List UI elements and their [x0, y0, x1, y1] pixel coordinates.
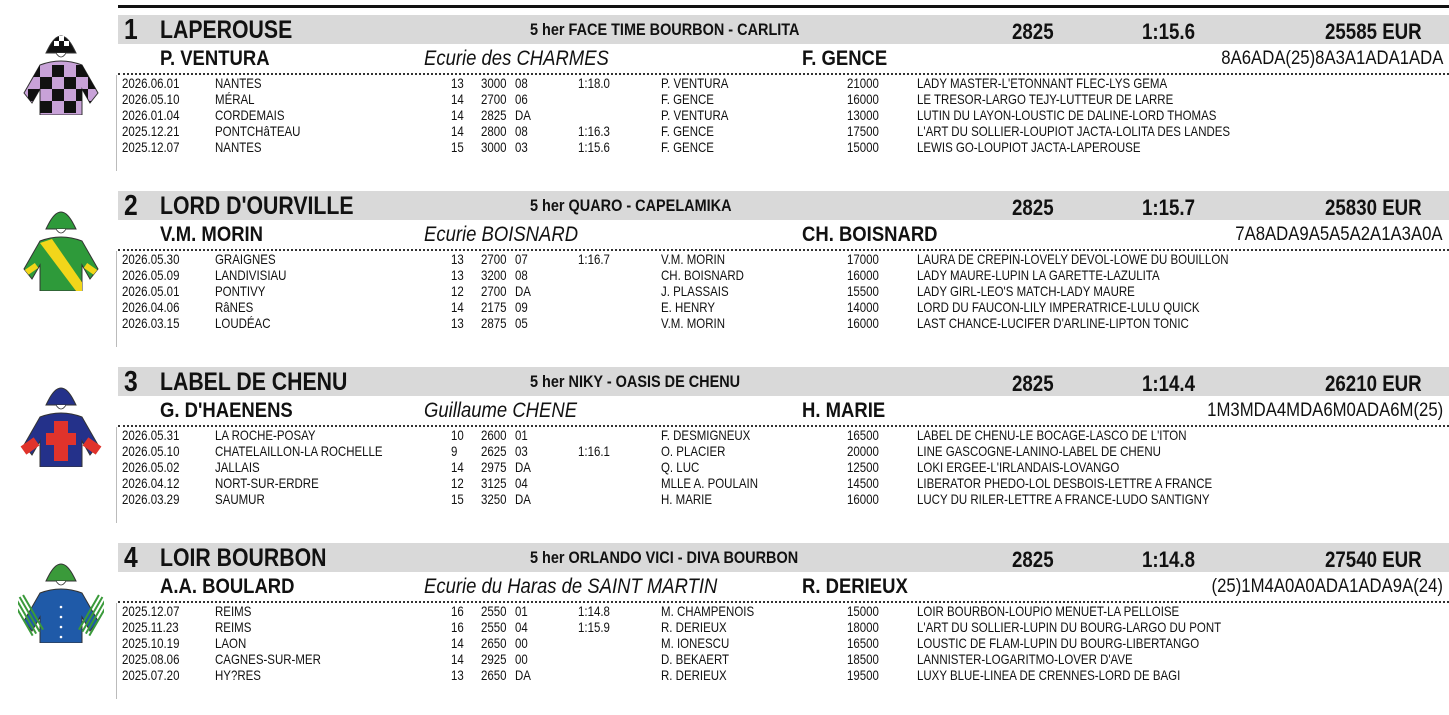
perf-jockey: Q. LUC: [661, 459, 700, 475]
perf-result: LAURA DE CREPIN-LOVELY DEVOL-LOWE DU BOUILLON: [917, 251, 1229, 267]
performance-row: [0, 603, 1449, 619]
perf-track: CORDEMAIS: [215, 107, 285, 123]
perf-place: 01: [515, 427, 528, 443]
driver-name: G. D'HAENENS: [160, 399, 293, 422]
perf-track: NANTES: [215, 139, 262, 155]
performance-row: [0, 299, 1449, 315]
perf-date: 2026.05.01: [122, 283, 180, 299]
perf-result: LOKI ERGEE-L'IRLANDAIS-LOVANGO: [917, 459, 1120, 475]
perf-track: MÉRAL: [215, 91, 255, 107]
perf-time: 1:16.7: [578, 251, 610, 267]
perf-jockey: J. PLASSAIS: [661, 283, 729, 299]
record-time: 1:15.7: [1142, 195, 1196, 220]
perf-place: DA: [515, 667, 531, 683]
perf-prize: 16500: [847, 427, 879, 443]
perf-prize: 15500: [847, 283, 879, 299]
perf-result: L'ART DU SOLLIER-LUPIN DU BOURG-LARGO DU PONT: [917, 619, 1222, 635]
performance-row: [0, 635, 1449, 651]
perf-jockey: P. VENTURA: [661, 75, 729, 91]
perf-place: 01: [515, 603, 528, 619]
perf-partants: 14: [451, 107, 464, 123]
perf-partants: 14: [451, 635, 464, 651]
perf-track: LA ROCHE-POSAY: [215, 427, 316, 443]
perf-track: JALLAIS: [215, 459, 260, 475]
perf-prize: 16000: [847, 91, 879, 107]
owner-name: Ecurie des CHARMES: [424, 47, 609, 70]
perf-prize: 17500: [847, 123, 879, 139]
perf-time: 1:16.1: [578, 443, 610, 459]
perf-jockey: M. CHAMPENOIS: [661, 603, 755, 619]
runner-connections: [118, 222, 1449, 248]
perf-place: 09: [515, 299, 528, 315]
perf-partants: 10: [451, 427, 464, 443]
perf-jockey: M. IONESCU: [661, 635, 730, 651]
performance-row: [0, 283, 1449, 299]
perf-partants: 13: [451, 251, 464, 267]
perf-partants: 14: [451, 459, 464, 475]
runner-number: 4: [124, 542, 138, 574]
perf-result: LORD DU FAUCON-LILY IMPERATRICE-LULU QUICK: [917, 299, 1200, 315]
driver-name: P. VENTURA: [160, 47, 270, 70]
perf-track: CHATELAILLON-LA ROCHELLE: [215, 443, 383, 459]
perf-track: REIMS: [215, 603, 252, 619]
perf-date: 2026.03.15: [122, 315, 180, 331]
perf-result: LOUSTIC DE FLAM-LUPIN DU BOURG-LIBERTANGO: [917, 635, 1200, 651]
perf-result: LADY GIRL-LEO'S MATCH-LADY MAURE: [917, 283, 1135, 299]
perf-jockey: MLLE A. POULAIN: [661, 475, 758, 491]
perf-prize: 16500: [847, 635, 879, 651]
perf-place: 00: [515, 635, 528, 651]
perf-date: 2026.01.04: [122, 107, 180, 123]
perf-distance: 3000: [481, 139, 507, 155]
performance-row: [0, 139, 1449, 155]
runner-connections: [118, 398, 1449, 424]
perf-date: 2025.10.19: [122, 635, 180, 651]
perf-place: DA: [515, 459, 531, 475]
perf-jockey: R. DERIEUX: [661, 667, 727, 683]
perf-time: 1:15.9: [578, 619, 610, 635]
perf-place: DA: [515, 283, 531, 299]
earnings: 26210 EUR: [1325, 371, 1422, 396]
performance-row: [0, 619, 1449, 635]
race-distance: 2825: [1012, 19, 1054, 44]
perf-jockey: H. MARIE: [661, 491, 713, 507]
owner-name: Ecurie BOISNARD: [424, 223, 579, 246]
perf-jockey: F. GENCE: [661, 91, 714, 107]
horse-name: LABEL DE CHENU: [160, 368, 348, 396]
perf-distance: 2700: [481, 283, 507, 299]
perf-time: 1:16.3: [578, 123, 610, 139]
horse-breeding: 5 her FACE TIME BOURBON - CARLITA: [530, 20, 800, 39]
perf-date: 2026.05.10: [122, 443, 180, 459]
perf-distance: 2700: [481, 91, 507, 107]
perf-jockey: F. GENCE: [661, 139, 714, 155]
perf-track: NANTES: [215, 75, 262, 91]
perf-prize: 14500: [847, 475, 879, 491]
runner-number: 2: [124, 190, 138, 222]
trainer-name: F. GENCE: [802, 47, 888, 70]
runner-connections: [118, 574, 1449, 600]
perf-date: 2026.05.02: [122, 459, 180, 475]
horse-breeding: 5 her NIKY - OASIS DE CHENU: [530, 372, 741, 391]
perf-place: 06: [515, 91, 528, 107]
perf-track: PONTCHâTEAU: [215, 123, 301, 139]
perf-track: HY?RES: [215, 667, 261, 683]
trainer-name: CH. BOISNARD: [802, 223, 938, 246]
perf-place: 00: [515, 651, 528, 667]
perf-partants: 13: [451, 75, 464, 91]
runner-header: [118, 15, 1449, 44]
performance-row: [0, 427, 1449, 443]
earnings: 25585 EUR: [1325, 19, 1422, 44]
perf-jockey: E. HENRY: [661, 299, 716, 315]
horse-breeding: 5 her QUARO - CAPELAMIKA: [530, 196, 732, 215]
horse-name: LOIR BOURBON: [160, 544, 327, 572]
perf-prize: 14000: [847, 299, 879, 315]
perf-result: LUTIN DU LAYON-LOUSTIC DE DALINE-LORD THOMAS: [917, 107, 1217, 123]
perf-jockey: F. GENCE: [661, 123, 714, 139]
perf-jockey: R. DERIEUX: [661, 619, 727, 635]
perf-prize: 13000: [847, 107, 879, 123]
perf-distance: 2800: [481, 123, 507, 139]
perf-place: 05: [515, 315, 528, 331]
perf-result: LOIR BOURBON-LOUPIO MENUET-LA PELLOISE: [917, 603, 1180, 619]
perf-partants: 16: [451, 603, 464, 619]
perf-track: LOUDÉAC: [215, 315, 271, 331]
perf-result: LIBERATOR PHEDO-LOL DESBOIS-LETTRE A FRANCE: [917, 475, 1213, 491]
perf-date: 2025.12.21: [122, 123, 180, 139]
perf-distance: 2600: [481, 427, 507, 443]
race-distance: 2825: [1012, 371, 1054, 396]
perf-result: LAST CHANCE-LUCIFER D'ARLINE-LIPTON TONIC: [917, 315, 1189, 331]
perf-distance: 3000: [481, 75, 507, 91]
runner-block: [0, 367, 1449, 539]
perf-jockey: CH. BOISNARD: [661, 267, 744, 283]
race-distance: 2825: [1012, 547, 1054, 572]
performance-row: [0, 443, 1449, 459]
trainer-name: R. DERIEUX: [802, 575, 908, 598]
perf-partants: 15: [451, 139, 464, 155]
horse-name: LAPEROUSE: [160, 16, 293, 44]
perf-place: 08: [515, 75, 528, 91]
perf-track: NORT-SUR-ERDRE: [215, 475, 319, 491]
runner-number: 3: [124, 366, 138, 398]
performance-row: [0, 107, 1449, 123]
perf-result: L'ART DU SOLLIER-LOUPIOT JACTA-LOLITA DES LANDES: [917, 123, 1231, 139]
perf-prize: 20000: [847, 443, 879, 459]
perf-partants: 12: [451, 475, 464, 491]
perf-partants: 13: [451, 315, 464, 331]
perf-date: 2025.08.06: [122, 651, 180, 667]
earnings: 27540 EUR: [1325, 547, 1422, 572]
perf-partants: 14: [451, 123, 464, 139]
perf-track: CAGNES-SUR-MER: [215, 651, 321, 667]
perf-distance: 2925: [481, 651, 507, 667]
perf-date: 2026.03.29: [122, 491, 180, 507]
perf-date: 2025.12.07: [122, 603, 180, 619]
perf-prize: 19500: [847, 667, 879, 683]
perf-distance: 2700: [481, 251, 507, 267]
perf-result: LUCY DU RILER-LETTRE A FRANCE-LUDO SANTIGNY: [917, 491, 1210, 507]
runner-header: [118, 543, 1449, 572]
perf-date: 2025.11.23: [122, 619, 179, 635]
perf-place: DA: [515, 491, 531, 507]
perf-track: LANDIVISIAU: [215, 267, 287, 283]
perf-partants: 14: [451, 651, 464, 667]
perf-partants: 14: [451, 91, 464, 107]
perf-result: LABEL DE CHENU-LE BOCAGE-LASCO DE L'ITON: [917, 427, 1187, 443]
perf-place: 08: [515, 123, 528, 139]
perf-place: 03: [515, 139, 528, 155]
perf-track: PONTIVY: [215, 283, 266, 299]
horse-breeding: 5 her ORLANDO VICI - DIVA BOURBON: [530, 548, 799, 567]
perf-partants: 16: [451, 619, 464, 635]
perf-date: 2026.05.30: [122, 251, 180, 267]
perf-distance: 2975: [481, 459, 507, 475]
perf-prize: 16000: [847, 315, 879, 331]
runner-block: [0, 15, 1449, 187]
runner-header: [118, 191, 1449, 220]
perf-track: LAON: [215, 635, 247, 651]
perf-distance: 2825: [481, 107, 507, 123]
performance-row: [0, 123, 1449, 139]
performance-row: [0, 667, 1449, 683]
runner-block: [0, 191, 1449, 363]
perf-distance: 2550: [481, 619, 507, 635]
perf-result: LADY MAURE-LUPIN LA GARETTE-LAZULITA: [917, 267, 1160, 283]
perf-track: REIMS: [215, 619, 252, 635]
perf-distance: 3200: [481, 267, 507, 283]
owner-name: Ecurie du Haras de SAINT MARTIN: [424, 575, 718, 598]
perf-distance: 2175: [481, 299, 507, 315]
perf-distance: 2650: [481, 667, 507, 683]
perf-date: 2026.05.09: [122, 267, 180, 283]
perf-result: LADY MASTER-L'ETONNANT FLEC-LYS GEMA: [917, 75, 1168, 91]
perf-prize: 21000: [847, 75, 879, 91]
perf-jockey: V.M. MORIN: [661, 251, 725, 267]
perf-jockey: P. VENTURA: [661, 107, 729, 123]
perf-partants: 14: [451, 299, 464, 315]
runner-number: 1: [124, 14, 138, 46]
performance-row: [0, 75, 1449, 91]
perf-distance: 2650: [481, 635, 507, 651]
performance-row: [0, 651, 1449, 667]
perf-time: 1:14.8: [578, 603, 610, 619]
perf-track: GRAIGNES: [215, 251, 276, 267]
perf-result: LINE GASCOGNE-LANINO-LABEL DE CHENU: [917, 443, 1161, 459]
perf-partants: 9: [451, 443, 458, 459]
performance-row: [0, 475, 1449, 491]
perf-distance: 3250: [481, 491, 507, 507]
performance-row: [0, 459, 1449, 475]
perf-result: LANNISTER-LOGARITMO-LOVER D'AVE: [917, 651, 1133, 667]
driver-name: A.A. BOULARD: [160, 575, 295, 598]
perf-jockey: O. PLACIER: [661, 443, 726, 459]
perf-prize: 16000: [847, 267, 879, 283]
perf-place: 08: [515, 267, 528, 283]
perf-jockey: V.M. MORIN: [661, 315, 725, 331]
owner-name: Guillaume CHENE: [424, 399, 578, 422]
performance-row: [0, 91, 1449, 107]
perf-partants: 13: [451, 267, 464, 283]
record-time: 1:15.6: [1142, 19, 1196, 44]
performance-row: [0, 267, 1449, 283]
perf-place: 07: [515, 251, 528, 267]
perf-partants: 13: [451, 667, 464, 683]
perf-prize: 12500: [847, 459, 879, 475]
perf-result: LEWIS GO-LOUPIOT JACTA-LAPEROUSE: [917, 139, 1141, 155]
perf-date: 2026.05.10: [122, 91, 180, 107]
form-music: 7A8ADA9A5A5A2A1A3A0A: [1235, 224, 1443, 245]
perf-prize: 15000: [847, 139, 879, 155]
perf-partants: 12: [451, 283, 464, 299]
horse-name: LORD D'OURVILLE: [160, 192, 354, 220]
trainer-name: H. MARIE: [802, 399, 886, 422]
form-music: (25)1M4A0A0ADA1ADA9A(24): [1211, 576, 1443, 597]
race-distance: 2825: [1012, 195, 1054, 220]
top-rule: [118, 5, 1449, 8]
performance-row: [0, 315, 1449, 331]
perf-track: RâNES: [215, 299, 254, 315]
perf-place: DA: [515, 107, 531, 123]
perf-distance: 3125: [481, 475, 507, 491]
perf-track: SAUMUR: [215, 491, 265, 507]
perf-jockey: F. DESMIGNEUX: [661, 427, 751, 443]
perf-date: 2025.12.07: [122, 139, 180, 155]
perf-distance: 2550: [481, 603, 507, 619]
perf-result: LE TRESOR-LARGO TEJY-LUTTEUR DE LARRE: [917, 91, 1174, 107]
perf-jockey: D. BEKAERT: [661, 651, 730, 667]
perf-date: 2026.04.06: [122, 299, 180, 315]
perf-time: 1:15.6: [578, 139, 610, 155]
driver-name: V.M. MORIN: [160, 223, 264, 246]
perf-result: LUXY BLUE-LINEA DE CRENNES-LORD DE BAGI: [917, 667, 1181, 683]
runner-block: [0, 543, 1449, 715]
perf-place: 03: [515, 443, 528, 459]
perf-place: 04: [515, 619, 528, 635]
perf-prize: 15000: [847, 603, 879, 619]
perf-prize: 18000: [847, 619, 879, 635]
record-time: 1:14.4: [1142, 371, 1196, 396]
perf-distance: 2625: [481, 443, 507, 459]
perf-distance: 2875: [481, 315, 507, 331]
perf-place: 04: [515, 475, 528, 491]
perf-date: 2026.04.12: [122, 475, 180, 491]
perf-date: 2026.06.01: [122, 75, 180, 91]
earnings: 25830 EUR: [1325, 195, 1422, 220]
runner-connections: [118, 46, 1449, 72]
perf-prize: 17000: [847, 251, 879, 267]
perf-partants: 15: [451, 491, 464, 507]
performance-row: [0, 251, 1449, 267]
perf-prize: 18500: [847, 651, 879, 667]
perf-date: 2025.07.20: [122, 667, 180, 683]
performance-row: [0, 491, 1449, 507]
perf-prize: 16000: [847, 491, 879, 507]
perf-time: 1:18.0: [578, 75, 610, 91]
record-time: 1:14.8: [1142, 547, 1196, 572]
form-music: 8A6ADA(25)8A3A1ADA1ADA: [1220, 48, 1443, 69]
form-music: 1M3MDA4MDA6M0ADA6M(25): [1206, 400, 1443, 421]
perf-date: 2026.05.31: [122, 427, 180, 443]
runner-header: [118, 367, 1449, 396]
